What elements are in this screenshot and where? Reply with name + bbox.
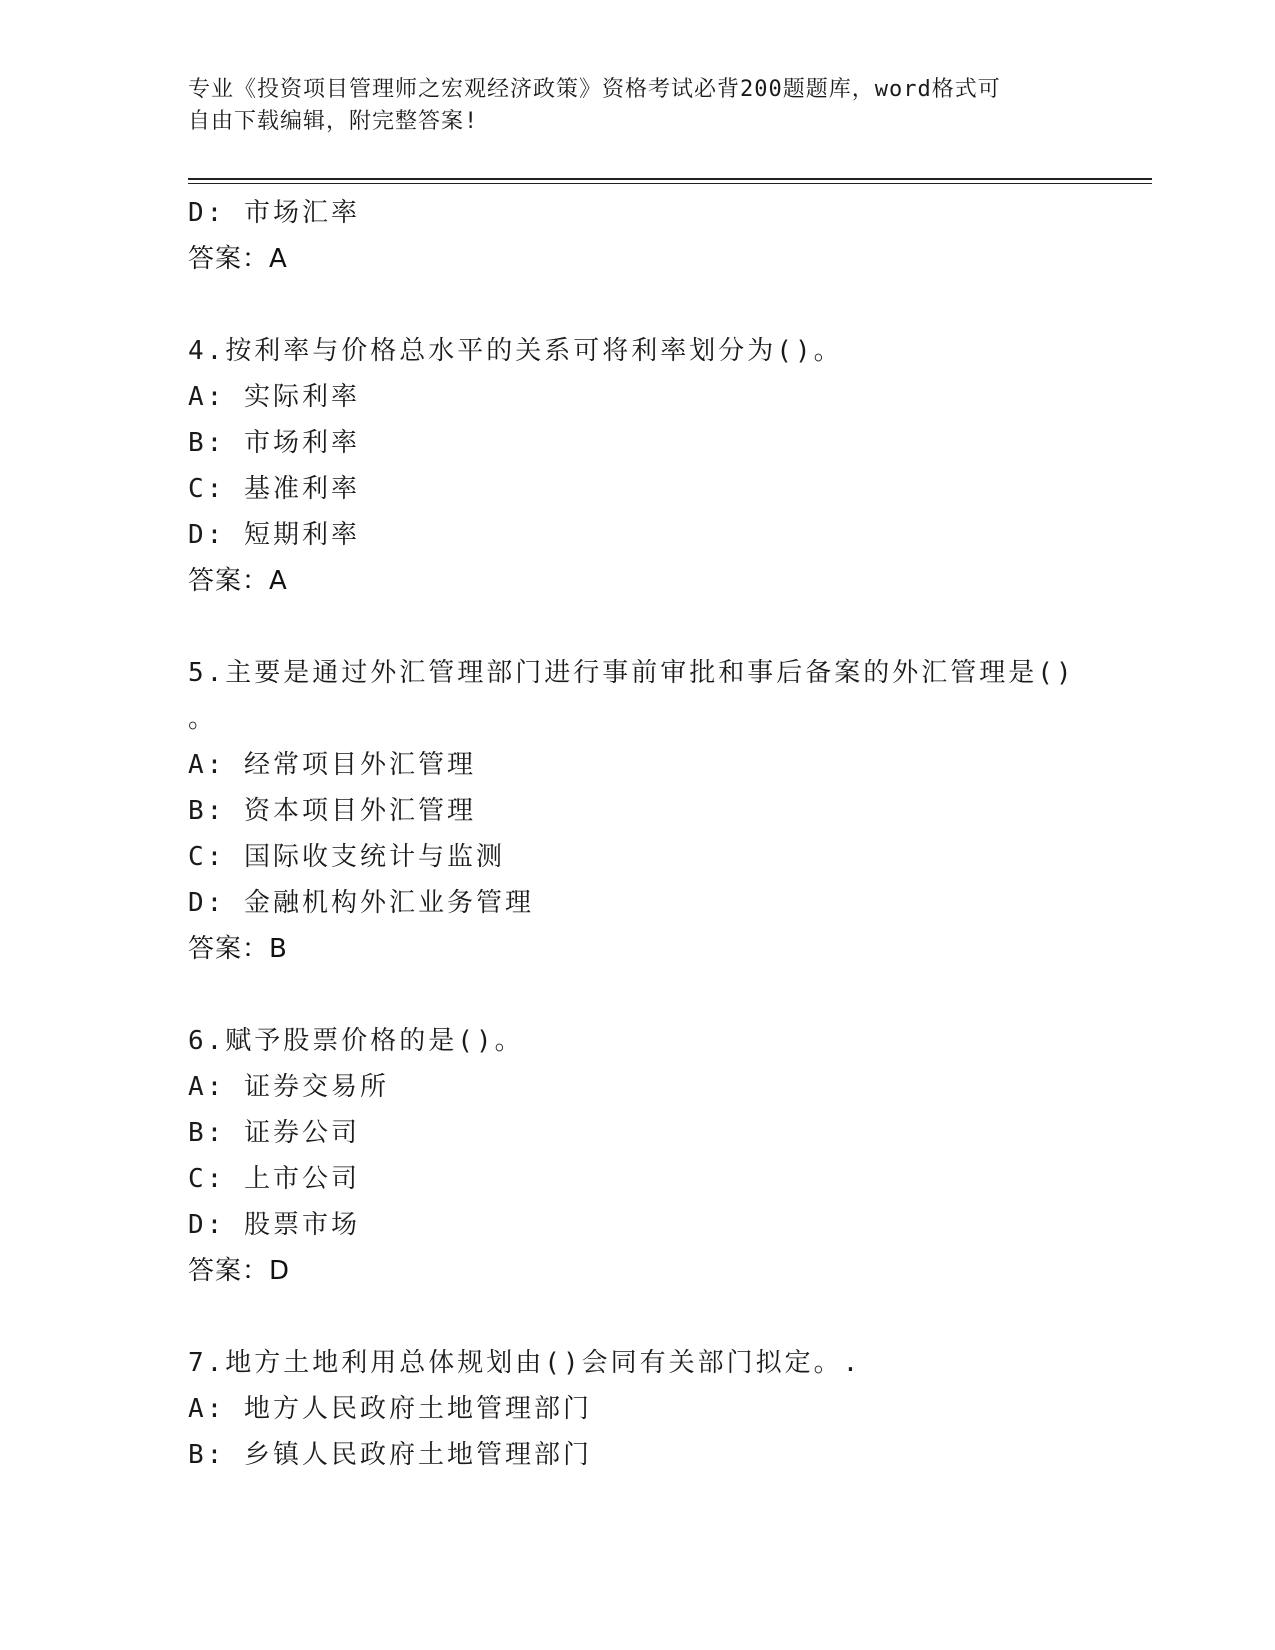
- document-header: [188, 74, 1068, 138]
- option-a: A: 实际利率: [188, 382, 360, 412]
- option-b: B: 市场利率: [188, 428, 360, 458]
- option-b: B: 证券公司: [188, 1118, 360, 1148]
- header-divider-thin: [188, 183, 1152, 184]
- option-d: D: 金融机构外汇业务管理: [188, 888, 534, 918]
- option-c: C: 国际收支统计与监测: [188, 842, 505, 872]
- spacer: [188, 972, 1088, 1018]
- question-text-continuation: 。: [188, 704, 218, 734]
- option-d: D: 短期利率: [188, 520, 360, 550]
- header-divider: [188, 178, 1152, 180]
- question-6: [188, 1018, 1088, 1294]
- question-text: 5.主要是通过外汇管理部门进行事前审批和事后备案的外汇管理是(): [188, 658, 1075, 688]
- spacer: [188, 604, 1088, 650]
- option-b: B: 乡镇人民政府土地管理部门: [188, 1440, 592, 1470]
- header-title-line-1: 专业《投资项目管理师之宏观经济政策》资格考试必背200题题库，word格式可: [188, 77, 1001, 102]
- option-b: B: 资本项目外汇管理: [188, 796, 476, 826]
- question-list: [188, 190, 1088, 1478]
- question-text: 4.按利率与价格总水平的关系可将利率划分为()。: [188, 336, 843, 366]
- question-text: 7.地方土地利用总体规划由()会同有关部门拟定。.: [188, 1348, 862, 1378]
- option-d: D: 股票市场: [188, 1210, 360, 1240]
- spacer: [188, 282, 1088, 328]
- spacer: [188, 1294, 1088, 1340]
- option-d: D: 市场汇率: [188, 198, 360, 228]
- header-title-line-2: 自由下载编辑，附完整答案!: [188, 109, 479, 134]
- answer-line: 答案：D: [188, 1256, 291, 1286]
- answer-line: 答案：A: [188, 244, 288, 274]
- option-c: C: 基准利率: [188, 474, 360, 504]
- option-a: A: 地方人民政府土地管理部门: [188, 1394, 592, 1424]
- question-3-tail: [188, 190, 1088, 282]
- option-a: A: 经常项目外汇管理: [188, 750, 476, 780]
- question-5: [188, 650, 1088, 972]
- question-text: 6.赋予股票价格的是()。: [188, 1026, 524, 1056]
- question-7: [188, 1340, 1088, 1478]
- question-4: [188, 328, 1088, 604]
- answer-line: 答案：B: [188, 934, 288, 964]
- answer-line: 答案：A: [188, 566, 288, 596]
- option-c: C: 上市公司: [188, 1164, 360, 1194]
- option-a: A: 证券交易所: [188, 1072, 389, 1102]
